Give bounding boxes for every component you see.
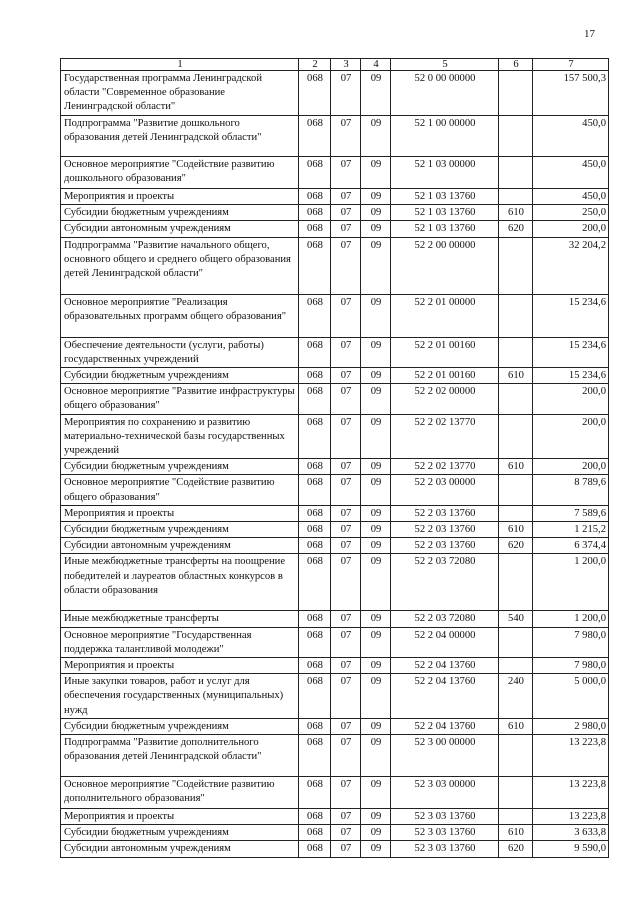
row-name: Субсидии бюджетным учреждениям — [61, 205, 299, 221]
row-expense-type — [499, 777, 533, 809]
row-subsection: 09 — [361, 841, 391, 857]
row-target-code: 52 3 03 13760 — [391, 841, 499, 857]
row-section: 07 — [331, 522, 361, 538]
row-expense-type — [499, 505, 533, 521]
row-target-code: 52 2 01 00160 — [391, 368, 499, 384]
row-name: Государственная программа Ленинградской области "Современное образование Ленинградской области" — [61, 71, 299, 116]
row-name: Мероприятия по сохранению и развитию материально-технической базы государственных учреждений — [61, 414, 299, 459]
row-expense-type — [499, 189, 533, 205]
table-row — [61, 294, 609, 337]
row-code: 068 — [299, 611, 331, 627]
row-section: 07 — [331, 841, 361, 857]
row-target-code: 52 0 00 00000 — [391, 71, 499, 116]
row-expense-type — [499, 554, 533, 611]
row-code: 068 — [299, 522, 331, 538]
row-amount: 200,0 — [533, 414, 609, 459]
row-code: 068 — [299, 475, 331, 505]
row-amount: 9 590,0 — [533, 841, 609, 857]
row-name: Основное мероприятие "Содействие развитию дошкольного образования" — [61, 157, 299, 189]
table-row — [61, 554, 609, 611]
row-code: 068 — [299, 735, 331, 777]
row-amount: 5 000,0 — [533, 674, 609, 719]
row-code: 068 — [299, 237, 331, 294]
row-amount: 200,0 — [533, 459, 609, 475]
row-expense-type: 610 — [499, 459, 533, 475]
table-row — [61, 237, 609, 294]
header-col-7: 7 — [533, 59, 609, 71]
row-target-code: 52 2 04 13760 — [391, 718, 499, 734]
table-row — [61, 459, 609, 475]
row-expense-type: 610 — [499, 825, 533, 841]
row-amount: 450,0 — [533, 116, 609, 157]
row-amount: 7 980,0 — [533, 627, 609, 657]
row-code: 068 — [299, 384, 331, 414]
row-code: 068 — [299, 777, 331, 809]
row-code: 068 — [299, 157, 331, 189]
row-target-code: 52 3 03 13760 — [391, 809, 499, 825]
row-section: 07 — [331, 294, 361, 337]
row-target-code: 52 2 03 72080 — [391, 554, 499, 611]
table-row — [61, 368, 609, 384]
row-expense-type: 620 — [499, 221, 533, 237]
row-expense-type: 620 — [499, 538, 533, 554]
row-target-code: 52 2 01 00160 — [391, 337, 499, 367]
row-code: 068 — [299, 809, 331, 825]
row-target-code: 52 1 00 00000 — [391, 116, 499, 157]
row-target-code: 52 3 03 00000 — [391, 777, 499, 809]
row-target-code: 52 2 02 00000 — [391, 384, 499, 414]
row-name: Основное мероприятие "Государственная поддержка талантливой молодежи" — [61, 627, 299, 657]
table-row — [61, 384, 609, 414]
table-row — [61, 116, 609, 157]
row-amount: 32 204,2 — [533, 237, 609, 294]
table-row — [61, 505, 609, 521]
row-section: 07 — [331, 205, 361, 221]
row-subsection: 09 — [361, 809, 391, 825]
header-col-4: 4 — [361, 59, 391, 71]
row-name: Подпрограмма "Развитие дополнительного образования детей Ленинградской области" — [61, 735, 299, 777]
table-row — [61, 414, 609, 459]
row-subsection: 09 — [361, 221, 391, 237]
table-row — [61, 337, 609, 367]
row-expense-type — [499, 735, 533, 777]
header-col-2: 2 — [299, 59, 331, 71]
row-section: 07 — [331, 189, 361, 205]
row-code: 068 — [299, 294, 331, 337]
row-code: 068 — [299, 825, 331, 841]
table-row — [61, 611, 609, 627]
row-expense-type: 540 — [499, 611, 533, 627]
row-name: Субсидии автономным учреждениям — [61, 538, 299, 554]
table-row — [61, 809, 609, 825]
row-name: Иные межбюджетные трансферты — [61, 611, 299, 627]
row-expense-type: 610 — [499, 522, 533, 538]
row-subsection: 09 — [361, 368, 391, 384]
row-amount: 250,0 — [533, 205, 609, 221]
row-target-code: 52 2 03 72080 — [391, 611, 499, 627]
row-name: Обеспечение деятельности (услуги, работы) государственных учреждений — [61, 337, 299, 367]
row-subsection: 09 — [361, 189, 391, 205]
row-section: 07 — [331, 505, 361, 521]
row-code: 068 — [299, 337, 331, 367]
row-section: 07 — [331, 611, 361, 627]
row-section: 07 — [331, 237, 361, 294]
row-section: 07 — [331, 809, 361, 825]
table-header-row — [61, 59, 609, 71]
row-name: Основное мероприятие "Содействие развитию общего образования" — [61, 475, 299, 505]
row-subsection: 09 — [361, 337, 391, 367]
row-target-code: 52 2 00 00000 — [391, 237, 499, 294]
row-expense-type: 620 — [499, 841, 533, 857]
table-row — [61, 777, 609, 809]
row-target-code: 52 2 01 00000 — [391, 294, 499, 337]
row-section: 07 — [331, 735, 361, 777]
row-code: 068 — [299, 205, 331, 221]
row-subsection: 09 — [361, 459, 391, 475]
row-amount: 8 789,6 — [533, 475, 609, 505]
row-target-code: 52 2 03 13760 — [391, 538, 499, 554]
row-name: Иные межбюджетные трансферты на поощрение победителей и лауреатов областных конкурсов в области образования — [61, 554, 299, 611]
row-target-code: 52 2 04 00000 — [391, 627, 499, 657]
table-row — [61, 205, 609, 221]
table-row — [61, 825, 609, 841]
row-subsection: 09 — [361, 414, 391, 459]
row-code: 068 — [299, 71, 331, 116]
row-amount: 1 215,2 — [533, 522, 609, 538]
row-section: 07 — [331, 337, 361, 367]
table-row — [61, 71, 609, 116]
row-expense-type: 610 — [499, 718, 533, 734]
row-amount: 3 633,8 — [533, 825, 609, 841]
row-subsection: 09 — [361, 627, 391, 657]
table-row — [61, 221, 609, 237]
row-section: 07 — [331, 71, 361, 116]
row-subsection: 09 — [361, 554, 391, 611]
table-row — [61, 189, 609, 205]
row-code: 068 — [299, 189, 331, 205]
row-subsection: 09 — [361, 71, 391, 116]
row-code: 068 — [299, 368, 331, 384]
row-section: 07 — [331, 627, 361, 657]
row-amount: 13 223,8 — [533, 777, 609, 809]
header-col-6: 6 — [499, 59, 533, 71]
row-section: 07 — [331, 538, 361, 554]
row-amount: 450,0 — [533, 157, 609, 189]
row-amount: 6 374,4 — [533, 538, 609, 554]
row-code: 068 — [299, 658, 331, 674]
row-expense-type — [499, 116, 533, 157]
row-expense-type — [499, 237, 533, 294]
page-number: 17 — [584, 28, 595, 40]
row-section: 07 — [331, 658, 361, 674]
row-expense-type — [499, 475, 533, 505]
row-expense-type — [499, 157, 533, 189]
row-name: Субсидии автономным учреждениям — [61, 841, 299, 857]
table-row — [61, 475, 609, 505]
row-expense-type — [499, 337, 533, 367]
row-target-code: 52 1 03 13760 — [391, 221, 499, 237]
row-name: Мероприятия и проекты — [61, 505, 299, 521]
row-target-code: 52 2 04 13760 — [391, 658, 499, 674]
row-section: 07 — [331, 459, 361, 475]
budget-table — [60, 58, 609, 858]
row-subsection: 09 — [361, 658, 391, 674]
row-expense-type — [499, 658, 533, 674]
row-section: 07 — [331, 718, 361, 734]
row-name: Подпрограмма "Развитие дошкольного образования детей Ленинградской области" — [61, 116, 299, 157]
row-subsection: 09 — [361, 674, 391, 719]
table-row — [61, 718, 609, 734]
row-name: Основное мероприятие "Содействие развитию дополнительного образования" — [61, 777, 299, 809]
row-target-code: 52 1 03 13760 — [391, 205, 499, 221]
row-target-code: 52 2 03 00000 — [391, 475, 499, 505]
row-amount: 15 234,6 — [533, 368, 609, 384]
row-target-code: 52 2 03 13760 — [391, 505, 499, 521]
row-section: 07 — [331, 554, 361, 611]
row-section: 07 — [331, 157, 361, 189]
row-subsection: 09 — [361, 505, 391, 521]
row-code: 068 — [299, 627, 331, 657]
row-subsection: 09 — [361, 205, 391, 221]
row-subsection: 09 — [361, 116, 391, 157]
row-section: 07 — [331, 475, 361, 505]
row-section: 07 — [331, 384, 361, 414]
row-subsection: 09 — [361, 157, 391, 189]
row-subsection: 09 — [361, 522, 391, 538]
row-name: Мероприятия и проекты — [61, 189, 299, 205]
row-code: 068 — [299, 718, 331, 734]
row-target-code: 52 3 00 00000 — [391, 735, 499, 777]
row-subsection: 09 — [361, 825, 391, 841]
row-expense-type: 240 — [499, 674, 533, 719]
row-name: Иные закупки товаров, работ и услуг для обеспечения государственных (муниципальных) нужд — [61, 674, 299, 719]
row-section: 07 — [331, 368, 361, 384]
row-expense-type — [499, 627, 533, 657]
row-expense-type — [499, 294, 533, 337]
row-amount: 450,0 — [533, 189, 609, 205]
row-target-code: 52 1 03 13760 — [391, 189, 499, 205]
row-amount: 7 589,6 — [533, 505, 609, 521]
row-section: 07 — [331, 221, 361, 237]
row-section: 07 — [331, 116, 361, 157]
header-col-3: 3 — [331, 59, 361, 71]
row-target-code: 52 1 03 00000 — [391, 157, 499, 189]
table-row — [61, 841, 609, 857]
table-body — [61, 71, 609, 858]
row-amount: 2 980,0 — [533, 718, 609, 734]
row-amount: 157 500,3 — [533, 71, 609, 116]
row-amount: 1 200,0 — [533, 611, 609, 627]
row-name: Подпрограмма "Развитие начального общего, основного общего и среднего общего образования детей Ленинградской области" — [61, 237, 299, 294]
row-name: Субсидии бюджетным учреждениям — [61, 825, 299, 841]
row-amount: 15 234,6 — [533, 294, 609, 337]
table-row — [61, 674, 609, 719]
row-code: 068 — [299, 116, 331, 157]
row-subsection: 09 — [361, 294, 391, 337]
row-subsection: 09 — [361, 237, 391, 294]
row-subsection: 09 — [361, 735, 391, 777]
row-section: 07 — [331, 674, 361, 719]
row-expense-type — [499, 71, 533, 116]
table-row — [61, 157, 609, 189]
row-target-code: 52 2 02 13770 — [391, 459, 499, 475]
row-code: 068 — [299, 505, 331, 521]
row-name: Мероприятия и проекты — [61, 809, 299, 825]
row-code: 068 — [299, 459, 331, 475]
row-subsection: 09 — [361, 384, 391, 414]
row-name: Субсидии бюджетным учреждениям — [61, 522, 299, 538]
header-col-5: 5 — [391, 59, 499, 71]
row-name: Субсидии бюджетным учреждениям — [61, 718, 299, 734]
row-amount: 200,0 — [533, 384, 609, 414]
row-code: 068 — [299, 221, 331, 237]
row-amount: 13 223,8 — [533, 735, 609, 777]
row-target-code: 52 2 03 13760 — [391, 522, 499, 538]
row-name: Субсидии бюджетным учреждениям — [61, 368, 299, 384]
row-name: Мероприятия и проекты — [61, 658, 299, 674]
row-expense-type — [499, 384, 533, 414]
row-subsection: 09 — [361, 718, 391, 734]
row-code: 068 — [299, 414, 331, 459]
row-amount: 15 234,6 — [533, 337, 609, 367]
row-subsection: 09 — [361, 475, 391, 505]
row-expense-type — [499, 809, 533, 825]
table-row — [61, 735, 609, 777]
row-target-code: 52 3 03 13760 — [391, 825, 499, 841]
row-amount: 1 200,0 — [533, 554, 609, 611]
row-subsection: 09 — [361, 611, 391, 627]
row-amount: 7 980,0 — [533, 658, 609, 674]
row-target-code: 52 2 02 13770 — [391, 414, 499, 459]
row-name: Субсидии бюджетным учреждениям — [61, 459, 299, 475]
row-code: 068 — [299, 841, 331, 857]
header-col-1: 1 — [61, 59, 299, 71]
row-amount: 13 223,8 — [533, 809, 609, 825]
row-expense-type — [499, 414, 533, 459]
table-row — [61, 522, 609, 538]
row-code: 068 — [299, 538, 331, 554]
row-expense-type: 610 — [499, 205, 533, 221]
row-name: Основное мероприятие "Развитие инфраструктуры общего образования" — [61, 384, 299, 414]
row-name: Основное мероприятие "Реализация образовательных программ общего образования" — [61, 294, 299, 337]
row-expense-type: 610 — [499, 368, 533, 384]
row-section: 07 — [331, 825, 361, 841]
row-section: 07 — [331, 777, 361, 809]
row-subsection: 09 — [361, 777, 391, 809]
row-amount: 200,0 — [533, 221, 609, 237]
row-code: 068 — [299, 554, 331, 611]
row-subsection: 09 — [361, 538, 391, 554]
table-row — [61, 627, 609, 657]
table-row — [61, 658, 609, 674]
row-target-code: 52 2 04 13760 — [391, 674, 499, 719]
row-name: Субсидии автономным учреждениям — [61, 221, 299, 237]
row-code: 068 — [299, 674, 331, 719]
table-row — [61, 538, 609, 554]
row-section: 07 — [331, 414, 361, 459]
